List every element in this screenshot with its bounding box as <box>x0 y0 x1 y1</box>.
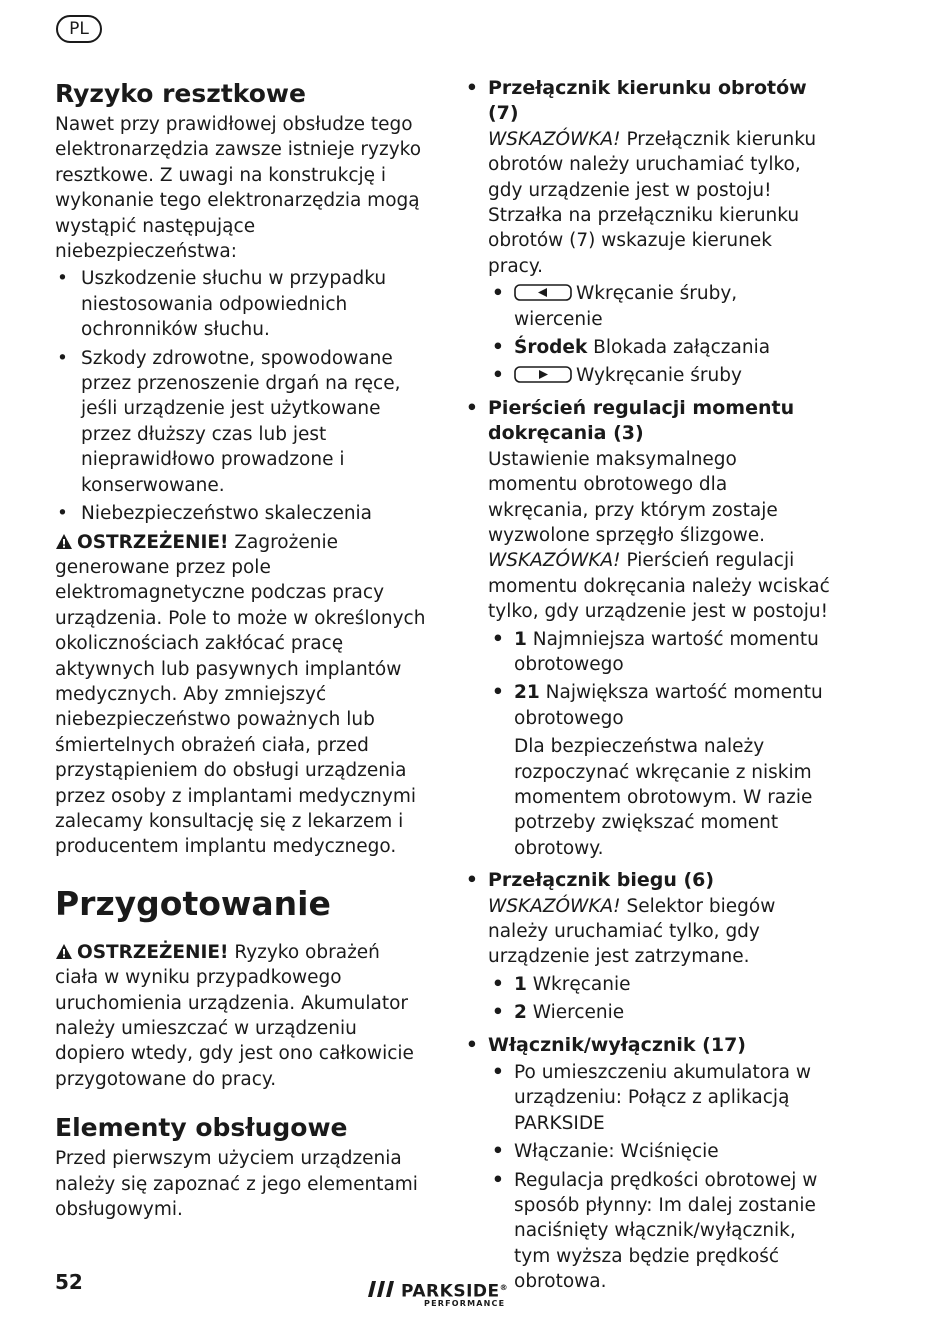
switch-options <box>488 1060 830 1295</box>
brand-subline: PERFORMANCE <box>424 1299 506 1308</box>
warning-triangle-icon <box>55 533 73 550</box>
on-off-switch-item <box>466 1033 830 1295</box>
torque-options <box>488 627 830 732</box>
option-text: Blokada załączania <box>593 337 771 359</box>
warning-label: OSTRZEŻENIE! <box>77 531 229 553</box>
note-label: WSKAZÓWKA! <box>488 550 621 572</box>
brand-name: PARKSIDE® <box>401 1281 509 1302</box>
option-text: Wykręcanie śruby <box>576 365 742 387</box>
option-label: 1 <box>514 628 527 650</box>
warning-label: OSTRZEŻENIE! <box>77 941 229 963</box>
list-item <box>488 972 830 997</box>
list-item <box>488 680 830 731</box>
note-text: Przełącznik kierunku obrotów należy uruchamiać tylko, gdy urządzenie jest w postoju! <box>488 128 817 201</box>
note-label: WSKAZÓWKA! <box>488 128 621 150</box>
item-note <box>488 548 830 624</box>
option-label: 21 <box>514 682 540 704</box>
option-text: Najmniejsza wartość momentu obrotowego <box>514 628 819 675</box>
residual-risk-intro: Nawet przy prawidłowej obsłudze tego elektronarzędzia zawsze istnieje ryzyko resztkowe. Z uwagi na konstrukcję i wykonanie tego elektronarzędzia mogą wystąpić następujące niebezpieczeństwa: <box>55 114 422 263</box>
option-text: Największa wartość momentu obrotowego <box>514 682 823 729</box>
item-title: • Przełącznik biegu (6) <box>488 869 715 892</box>
warning-triangle-icon <box>55 943 73 960</box>
warning-text: Ryzyko obrażeń ciała w wyniku przypadkowego uruchomienia urządzenia. Akumulator należy umieszczać w urządzeniu dopiero wtedy, gdy jest ono całkowicie przygotowane do pracy. <box>55 941 414 1090</box>
list-item: • Włączanie: Wciśnięcie <box>488 1139 830 1164</box>
controls-text: Przed pierwszym użyciem urządzenia należy się zapoznać z jego elementami obsługowymi. <box>55 1148 418 1221</box>
controls-list <box>466 76 830 1295</box>
option-label: Środek <box>514 337 588 359</box>
list-item: • Niebezpieczeństwo skaleczenia <box>55 501 427 526</box>
emf-warning <box>55 530 427 860</box>
parkside-logo <box>368 1278 528 1314</box>
list-item <box>488 1000 830 1025</box>
note-text: Selektor biegów należy uruchamiać tylko, gdy urządzenie jest zatrzymane. <box>488 895 776 968</box>
page-number: 52 <box>55 1270 83 1294</box>
option-text: Wkręcanie śruby, wiercenie <box>514 283 738 330</box>
residual-risk-heading: Ryzyko resztkowe <box>55 79 306 108</box>
direction-options <box>488 281 830 389</box>
arrow-right-icon <box>514 366 572 383</box>
brand-stripes-icon <box>368 1279 398 1299</box>
language-badge: PL <box>56 15 102 43</box>
arrow-left-icon <box>514 284 572 301</box>
warning-text: Zagrożenie generowane przez pole elektromagnetyczne podczas pracy urządzenia. Pole to może w określonych okolicznościach zakłócać pracę aktywnych lub pasywnych implantów medycznych. Aby zmniejszyć niebezpieczeństwo poważnych lub śmiertelnych obrażeń ciała, przed przystąpieniem do obsługi urządzenia przez osoby z implantami medycznymi zalecamy konsultację się z lekarzem i producentem implantu medycznego. <box>55 531 426 858</box>
item-text: Ustawienie maksymalnego momentu obrotowego dla wkręcania, przy którym zostaje wyzwolone sprzęgło ślizgowe. <box>488 448 778 546</box>
item-note <box>488 127 830 203</box>
item-text: Strzałka na przełączniku kierunku obrotów (7) wskazuje kierunek pracy. <box>488 205 800 277</box>
item-title: • Przełącznik kierunku obrotów (7) <box>488 77 807 125</box>
note-label: WSKAZÓWKA! <box>488 895 621 917</box>
item-note <box>488 894 830 970</box>
torque-ring-item <box>466 396 830 861</box>
list-item <box>488 335 830 360</box>
list-item: • Uszkodzenie słuchu w przypadku niestosowania odpowiednich ochronników słuchu. <box>55 266 427 342</box>
option-text: Wiercenie <box>532 1002 625 1024</box>
gear-options <box>488 972 830 1026</box>
list-item: • Regulacja prędkości obrotowej w sposób płynny: Im dalej zostanie naciśnięty włącznik/wyłącznik, tym wyższa będzie prędkość obrotowa. <box>488 1168 830 1295</box>
right-column <box>466 76 830 1302</box>
preparation-heading: Przygotowanie <box>55 883 331 923</box>
note-text: Pierścień regulacji momentu dokręcania należy wciskać tylko, gdy urządzenie jest w postoju! <box>488 550 830 623</box>
item-title: • Pierścień regulacji momentu dokręcania (3) <box>488 396 795 445</box>
list-item <box>488 363 830 388</box>
list-item: • Po umieszczeniu akumulatora w urządzeniu: Połącz z aplikacją PARKSIDE <box>488 1060 830 1136</box>
list-item <box>488 281 830 332</box>
item-title: • Włącznik/wyłącznik (17) <box>488 1033 746 1056</box>
option-text: Wkręcanie <box>532 973 631 995</box>
controls-heading: Elementy obsługowe <box>55 1113 348 1143</box>
direction-switch-item <box>466 76 830 389</box>
list-item <box>488 627 830 678</box>
torque-safety-text: Dla bezpieczeństwa należy rozpoczynać wkręcanie z niskim momentem obrotowym. W razie potrzeby zwiększać moment obrotowy. <box>514 736 813 859</box>
option-label: 1 <box>514 973 527 995</box>
option-label: 2 <box>514 1002 527 1024</box>
list-item: • Szkody zdrowotne, spowodowane przez przenoszenie drgań na ręce, jeśli urządzenie jest użytkowane przez dłuższy czas lub jest nieprawidłowo prowadzone i konserwowane. <box>55 346 427 498</box>
gear-switch-item <box>466 868 830 1025</box>
preparation-warning <box>55 940 427 1092</box>
left-column <box>55 76 427 1222</box>
residual-risk-list <box>55 266 427 526</box>
